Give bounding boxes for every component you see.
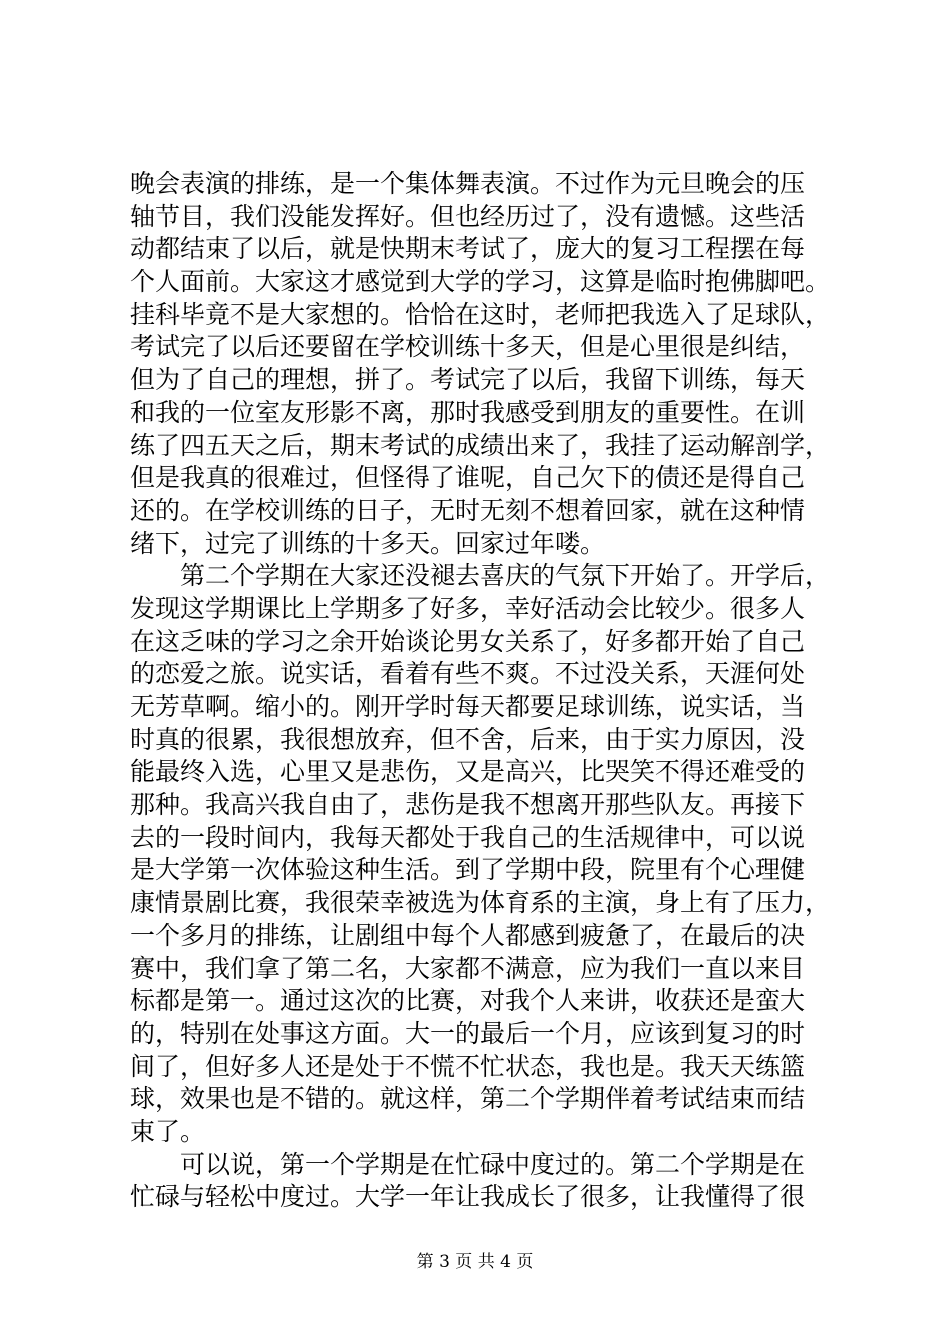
- text-line: 绪下，过完了训练的十多天。回家过年喽。: [130, 528, 606, 558]
- text-line: 在这乏味的学习之余开始谈论男女关系了，好多都开始了自己: [130, 626, 806, 656]
- text-line: 去的一段时间内，我每天都处于我自己的生活规律中，可以说: [130, 822, 806, 852]
- text-line: 是大学第一次体验这种生活。到了学期中段，院里有个心理健: [130, 855, 806, 885]
- text-line: 轴节目，我们没能发挥好。但也经历过了，没有遗憾。这些活: [130, 201, 806, 231]
- page-number-footer: 第 3 页 共 4 页: [416, 1252, 534, 1272]
- text-line: 晚会表演的排练，是一个集体舞表演。不过作为元旦晚会的压: [130, 169, 806, 198]
- text-line: 但是我真的很难过，但怪得了谁呢，自己欠下的债还是得自己: [130, 463, 806, 493]
- text-line: 但为了自己的理想，拼了。考试完了以后，我留下训练，每天: [130, 365, 806, 395]
- text-line: 能最终入选，心里又是悲伤，又是高兴，比哭笑不得还难受的: [130, 757, 806, 787]
- text-line: 发现这学期课比上学期多了好多，幸好活动会比较少。很多人: [130, 593, 806, 623]
- text-line: 时真的很累，我很想放弃，但不舍，后来，由于实力原因，没: [130, 724, 806, 754]
- text-line: 间了，但好多人还是处于不慌不忙状态，我也是。我天天练篮: [130, 1051, 806, 1081]
- text-line: 和我的一位室友形影不离，那时我感受到朋友的重要性。在训: [130, 397, 806, 427]
- text-line: 一个多月的排练，让剧组中每个人都感到疲惫了，在最后的决: [130, 920, 806, 950]
- text-line: 可以说，第一个学期是在忙碌中度过的。第二个学期是在: [130, 1149, 806, 1179]
- text-line: 球，效果也是不错的。就这样，第二个学期伴着考试结束而结: [130, 1084, 806, 1114]
- text-line: 挂科毕竟不是大家想的。恰恰在这时，老师把我选入了足球队，: [130, 299, 831, 329]
- text-line: 康情景剧比赛，我很荣幸被选为体育系的主演，身上有了压力，: [130, 888, 831, 918]
- text-line: 那种。我高兴我自由了，悲伤是我不想离开那些队友。再接下: [130, 790, 806, 820]
- text-line: 束了。: [130, 1116, 206, 1146]
- text-line: 忙碌与轻松中度过。大学一年让我成长了很多，让我懂得了很: [130, 1182, 806, 1212]
- body-text: [130, 168, 830, 1214]
- text-line: 个人面前。大家这才感觉到大学的学习，这算是临时抱佛脚吧。: [130, 267, 831, 297]
- text-line: 动都结束了以后，就是快期末考试了，庞大的复习工程摆在每: [130, 234, 806, 264]
- text-line: 考试完了以后还要留在学校训练十多天，但是心里很是纠结，: [130, 332, 806, 362]
- text-line: 的恋爱之旅。说实话，看着有些不爽。不过没关系，天涯何处: [130, 659, 806, 689]
- text-line: 的，特别在处事这方面。大一的最后一个月，应该到复习的时: [130, 1018, 806, 1048]
- text-line: 赛中，我们拿了第二名，大家都不满意，应为我们一直以来目: [130, 953, 806, 983]
- text-line: 无芳草啊。缩小的。刚开学时每天都要足球训练，说实话，当: [130, 692, 806, 721]
- text-line: 练了四五天之后，期末考试的成绩出来了，我挂了运动解剖学，: [130, 430, 831, 460]
- text-line: 标都是第一。通过这次的比赛，对我个人来讲，收获还是蛮大: [130, 986, 806, 1016]
- text-line: 还的。在学校训练的日子，无时无刻不想着回家，就在这种情: [130, 495, 806, 525]
- text-line: 第二个学期在大家还没褪去喜庆的气氛下开始了。开学后，: [130, 561, 831, 591]
